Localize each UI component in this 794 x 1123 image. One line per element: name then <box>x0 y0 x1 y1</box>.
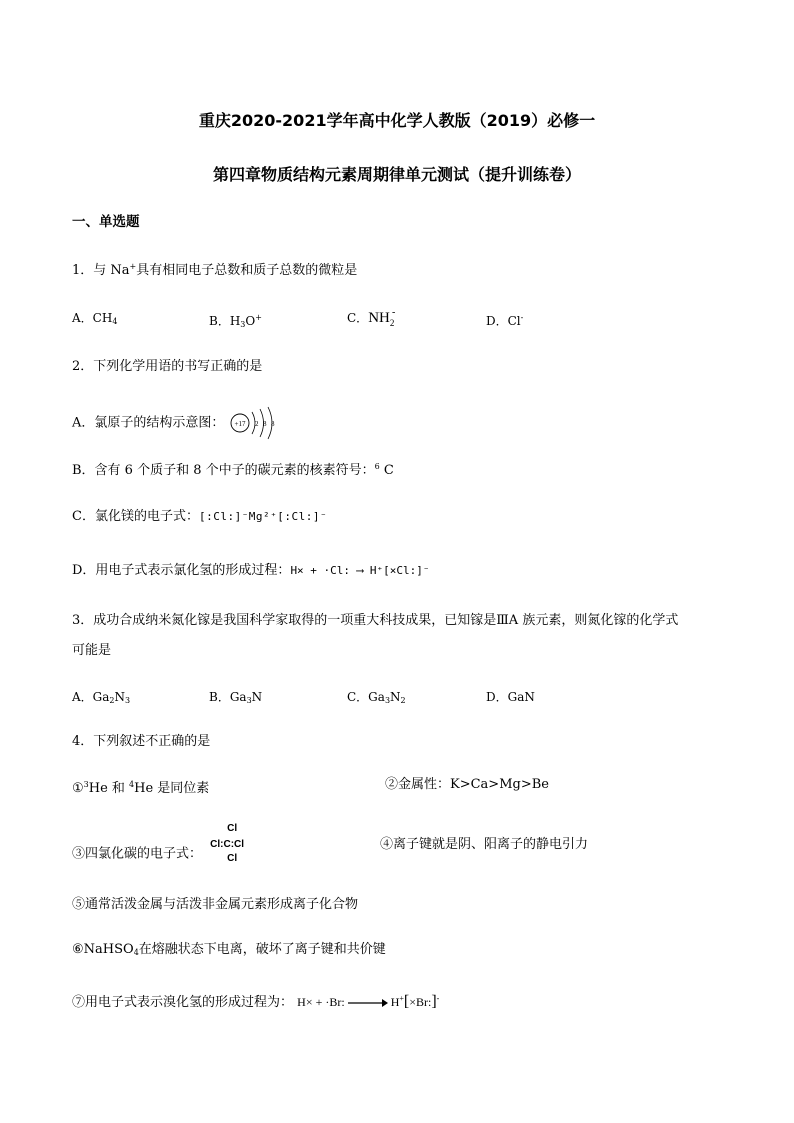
q1-option-b <box>209 309 262 334</box>
q2-b-text: B．含有 6 个质子和 8 个中子的碳元素的核素符号： <box>72 463 375 478</box>
q3-a-mid: N <box>114 690 126 704</box>
title-line-2: 第四章物质结构元素周期律单元测试（提升训练卷） <box>212 165 581 184</box>
title-line-1: 重庆2020-2021学年高中化学人教版（2019）必修一 <box>198 111 596 130</box>
q2-option-b <box>72 458 394 480</box>
ccl4-top: Cl <box>227 823 238 834</box>
q4-statement-3 <box>72 823 262 872</box>
q1-c-sup: - <box>392 307 396 318</box>
q1-stem-text-2: 具有相同电子总数和质子总数的微粒是 <box>136 263 358 278</box>
q3-a-sub2: 3 <box>125 696 131 705</box>
hbr-prod-minus: - <box>436 994 440 1003</box>
q3-b-mid: N <box>251 690 263 704</box>
question-4-stem: 4．下列叙述不正确的是 <box>72 734 211 749</box>
q1-b-sup: + <box>255 313 262 322</box>
q4-s1-sup1: 3 <box>83 780 89 789</box>
q1-a-sub: 4 <box>112 317 118 326</box>
q3-option-d: D．GaN <box>486 690 535 704</box>
q2-option-c <box>72 508 327 526</box>
q1-b-tail: O <box>245 314 256 328</box>
hbr-prod-br: ×Br: <box>409 995 432 1009</box>
q3-a-sub1: 2 <box>109 696 115 705</box>
q1-option-c <box>347 309 394 328</box>
q4-s1-text-c: He 是同位素 <box>134 781 210 796</box>
q2-a-text: A．氯原子的结构示意图： <box>72 415 225 431</box>
q2-b-symbol: C <box>383 463 394 478</box>
hbr-plus: + <box>315 995 323 1009</box>
question-3-stem-line-1: 3．成功合成纳米氮化镓是我国科学家取得的一项重大科技成果，已知镓是ⅢA 族元素，则氮化镓的化学式 <box>72 613 679 628</box>
hbr-br: ·Br: <box>325 995 345 1009</box>
q1-a-text: A．CH <box>72 311 113 325</box>
hbr-prod-h: H <box>390 995 400 1009</box>
q4-s1-sup2: 4 <box>129 780 135 789</box>
q1-b-sub: 3 <box>240 320 246 329</box>
q2-option-d <box>72 562 430 580</box>
q3-c-text: C．Ga <box>347 690 385 704</box>
q4-statement-1 <box>72 776 209 798</box>
svg-text:8: 8 <box>262 420 267 428</box>
q3-option-b <box>209 688 262 710</box>
question-2-stem: 2．下列化学用语的书写正确的是 <box>72 359 263 374</box>
q1-option-d <box>486 309 523 330</box>
svg-text:2: 2 <box>254 420 259 428</box>
svg-text:8: 8 <box>270 420 275 428</box>
q2-c-text: C．氯化镁的电子式： <box>72 509 199 524</box>
q1-c-formula-text: NH <box>368 310 390 326</box>
q1-c-text: C． <box>347 311 369 325</box>
chlorine-atom-diagram <box>229 406 281 440</box>
q2-b-sup: 6 <box>374 462 380 471</box>
q1-c-formula <box>368 309 394 328</box>
q2-d-text: D．用电子式表示氯化氢的形成过程： <box>72 563 291 578</box>
q1-c-sub: 2 <box>389 318 395 328</box>
q4-statement-6 <box>72 941 386 962</box>
q2-d-formula: H× + ·Cl: ⟶ H⁺[×Cl:]⁻ <box>290 564 430 577</box>
q2-a-nucleus: +17 <box>234 420 246 428</box>
q3-b-sub1: 3 <box>246 696 252 705</box>
q4-s7-text: ⑦用电子式表示溴化氢的形成过程为： <box>72 995 294 1010</box>
q4-s6-text-a: ⑥NaHSO <box>72 942 134 957</box>
ccl4-bottom: Cl <box>227 853 238 864</box>
q4-statement-5: ⑤通常活泼金属与活泼非金属元素形成离子化合物 <box>72 897 359 912</box>
q4-s6-sub: 4 <box>133 948 139 957</box>
q4-statement-4: ④离子键就是阴、阳离子的静电引力 <box>380 837 589 852</box>
q3-option-c <box>347 688 406 710</box>
q3-a-text: A．Ga <box>72 690 110 704</box>
q3-b-text: B．Ga <box>209 690 247 704</box>
arrow-icon <box>348 998 388 1008</box>
section-heading: 一、单选题 <box>72 214 140 230</box>
q4-s6-text-b: 在熔融状态下电离，破坏了离子键和共价键 <box>138 942 386 957</box>
q1-stem-sup: + <box>129 262 137 271</box>
ccl4-electron-formula <box>210 823 262 872</box>
q4-statement-2: ②金属性：K>Ca>Mg>Be <box>385 777 549 792</box>
question-1-stem <box>72 258 357 280</box>
hbr-prod-plus: + <box>399 994 404 1003</box>
q3-option-a <box>72 688 130 710</box>
q2-option-a <box>72 406 281 440</box>
q1-b-text: B．H <box>209 314 241 328</box>
q3-c-sub1: 3 <box>384 696 391 705</box>
q3-c-mid: N <box>390 690 401 704</box>
q3-c-sub2: 2 <box>400 696 406 705</box>
q4-s1-text-b: He 和 <box>88 781 130 796</box>
question-3-stem-line-2: 可能是 <box>72 643 112 658</box>
q1-d-sup: - <box>520 313 524 322</box>
q1-option-a <box>72 309 117 331</box>
q4-s1-marker: ① <box>72 781 84 796</box>
ccl4-mid: Cl:C:Cl <box>210 839 245 850</box>
q1-stem-text: 1．与 Na <box>72 263 130 278</box>
hbr-formation-formula: H× + ·Br: H+[×Br:]- <box>297 993 440 1010</box>
q4-statement-7 <box>72 990 439 1012</box>
q2-c-formula: [:Cl:]⁻Mg²⁺[:Cl:]⁻ <box>198 510 328 523</box>
q4-s3-text: ③四氯化碳的电子式： <box>72 846 203 862</box>
q1-d-text: D．Cl <box>486 314 521 328</box>
hbr-h: H× <box>297 995 313 1009</box>
